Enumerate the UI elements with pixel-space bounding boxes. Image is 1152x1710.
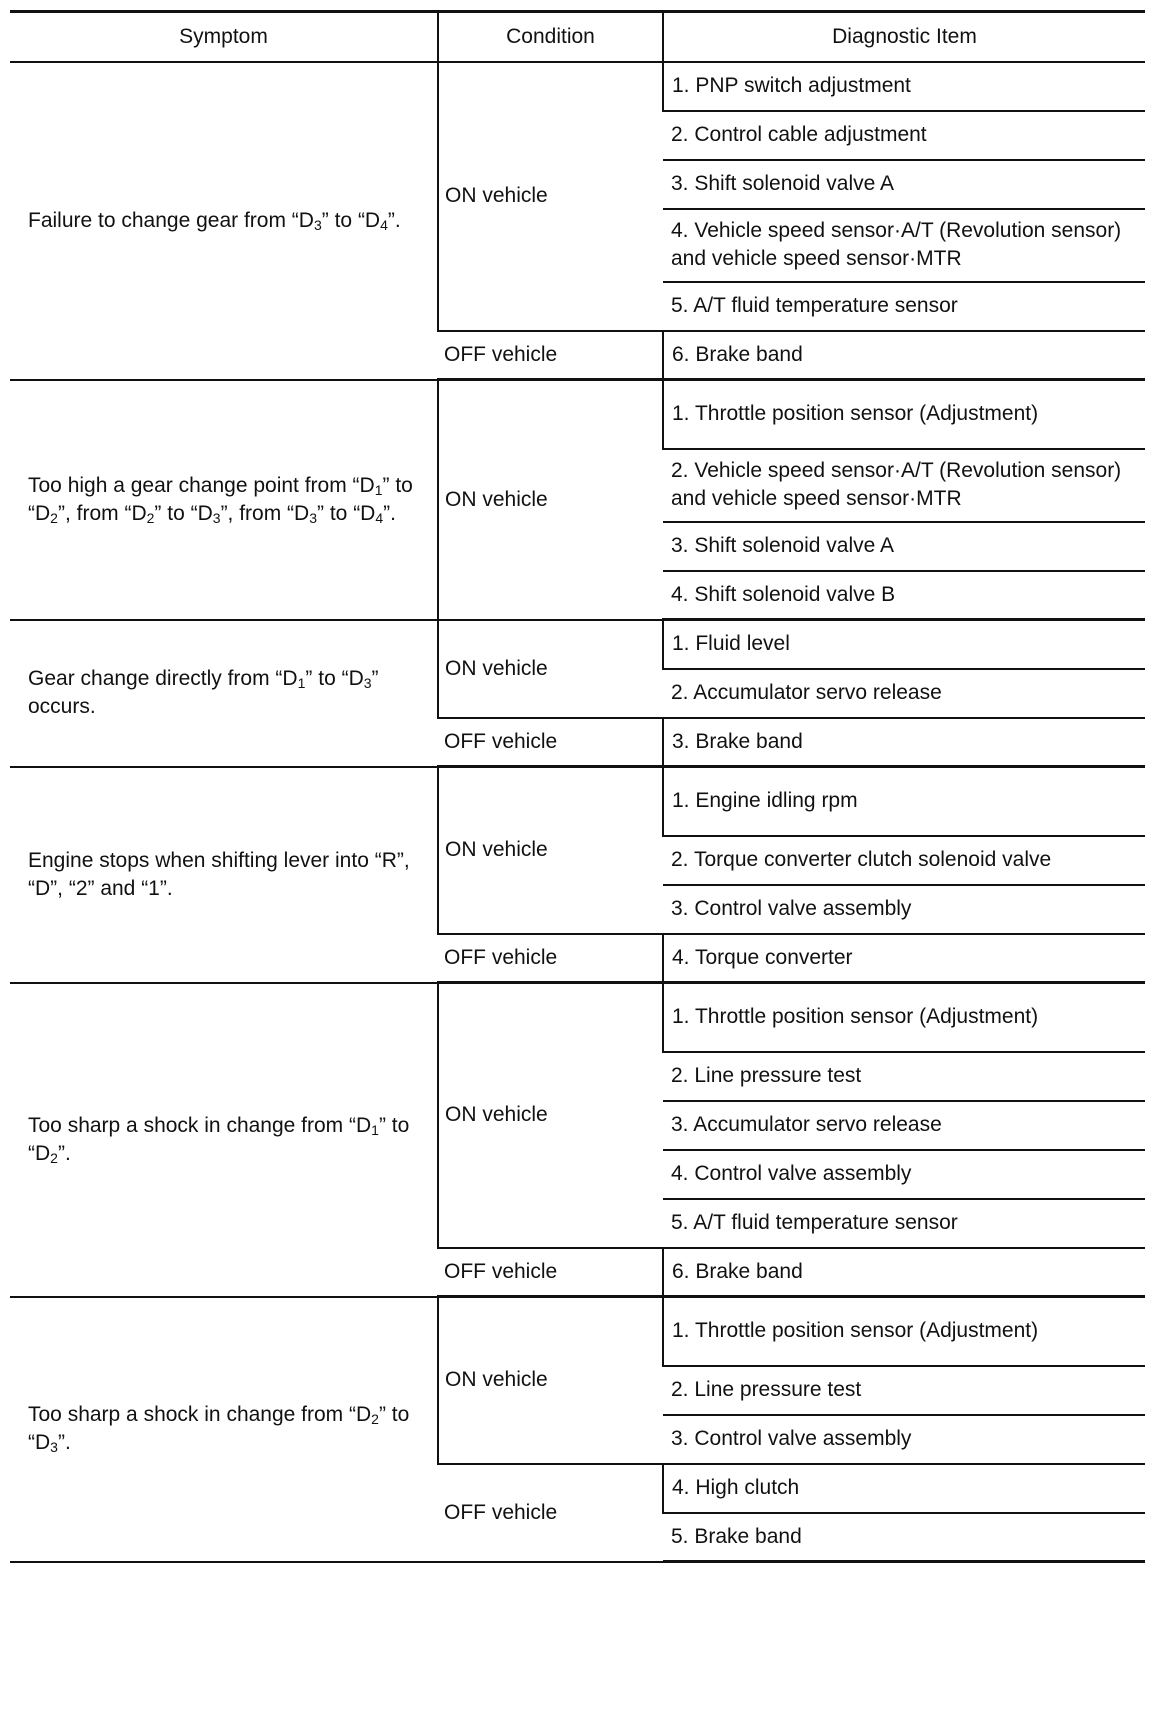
diagnostic-item-cell: 2. Line pressure test xyxy=(663,1052,1145,1101)
symptom-cell xyxy=(10,983,438,1297)
symptom-cell xyxy=(10,620,438,767)
diagnostic-item-cell: 2. Accumulator servo release xyxy=(663,669,1145,718)
diagnostic-item-cell: 3. Control valve assembly xyxy=(663,1415,1145,1464)
header-diagnostic-item: Diagnostic Item xyxy=(663,12,1145,62)
diagnostic-item-cell: 1. Throttle position sensor (Adjustment) xyxy=(663,983,1145,1052)
condition-cell: ON vehicle xyxy=(438,1297,663,1464)
symptom-cell xyxy=(10,767,438,983)
table-row xyxy=(10,620,1145,669)
symptom-text: Too sharp a shock in change from “$D_1$” to “$D_2$”. xyxy=(28,1113,410,1166)
diagnostic-item-cell: 4. Torque converter xyxy=(663,934,1145,983)
diagnostic-item-cell: 4. Shift solenoid valve B xyxy=(663,571,1145,620)
diagnostic-item-cell: 4. High clutch xyxy=(663,1464,1145,1513)
header-symptom: Symptom xyxy=(10,12,438,62)
diagnostic-item-cell: 5. Brake band xyxy=(663,1513,1145,1562)
header-row xyxy=(10,12,1145,62)
diagnostic-item-cell: 4. Control valve assembly xyxy=(663,1150,1145,1199)
condition-cell: ON vehicle xyxy=(438,983,663,1248)
condition-cell: OFF vehicle xyxy=(438,1464,663,1562)
diagnostic-item-cell: 3. Accumulator servo release xyxy=(663,1101,1145,1150)
diagnostic-table-container xyxy=(10,10,1145,1563)
condition-cell: OFF vehicle xyxy=(438,1248,663,1297)
diagnostic-item-cell: 2. Control cable adjustment xyxy=(663,111,1145,160)
symptom-cell xyxy=(10,62,438,380)
table-row xyxy=(10,767,1145,836)
symptom-text: Too sharp a shock in change from “$D_2$” to “$D_3$”. xyxy=(28,1403,410,1455)
condition-cell: ON vehicle xyxy=(438,767,663,934)
condition-cell: OFF vehicle xyxy=(438,331,663,380)
diagnostic-item-cell: 1. Engine idling rpm xyxy=(663,767,1145,836)
symptom-text: Gear change directly from “$D_1$” to “$D_3$” occurs. xyxy=(28,667,379,718)
diagnostic-item-cell: 5. A/T fluid temperature sensor xyxy=(663,1199,1145,1248)
diagnostic-item-cell: 1. PNP switch adjustment xyxy=(663,62,1145,111)
symptom-cell xyxy=(10,380,438,620)
diagnostic-item-cell: 3. Shift solenoid valve A xyxy=(663,160,1145,209)
table-body xyxy=(10,62,1145,1562)
table-row xyxy=(10,1297,1145,1366)
diagnostic-item-cell: 1. Throttle position sensor (Adjustment) xyxy=(663,1297,1145,1366)
condition-cell: ON vehicle xyxy=(438,380,663,620)
diagnostic-item-cell: 4. Vehicle speed sensor·A/T (Revolution sensor) and vehicle speed sensor·MTR xyxy=(663,209,1145,282)
diagnostic-item-cell: 5. A/T fluid temperature sensor xyxy=(663,282,1145,331)
symptom-cell xyxy=(10,1297,438,1562)
diagnostic-item-cell: 3. Brake band xyxy=(663,718,1145,767)
table-row xyxy=(10,983,1145,1052)
table-row xyxy=(10,62,1145,111)
table-row xyxy=(10,380,1145,449)
diagnostic-item-cell: 3. Control valve assembly xyxy=(663,885,1145,934)
diagnostic-item-cell: 1. Fluid level xyxy=(663,620,1145,669)
condition-cell: OFF vehicle xyxy=(438,718,663,767)
symptom-text: Too high a gear change point from “$D_1$” to “$D_2$”, from “$D_2$” to “$D_3$”, from “$D_3$” to “$D_4$”. xyxy=(28,473,413,526)
symptom-text: Failure to change gear from “$D_3$” to “$D_4$”. xyxy=(28,208,401,233)
diagnostic-item-cell: 6. Brake band xyxy=(663,331,1145,380)
condition-cell: OFF vehicle xyxy=(438,934,663,983)
diagnostic-item-cell: 2. Vehicle speed sensor·A/T (Revolution sensor) and vehicle speed sensor·MTR xyxy=(663,449,1145,522)
diagnostic-item-cell: 6. Brake band xyxy=(663,1248,1145,1297)
symptom-text: Engine stops when shifting lever into “R”, “D”, “2” and “1”. xyxy=(28,848,410,900)
condition-cell: ON vehicle xyxy=(438,62,663,331)
diagnostic-item-cell: 1. Throttle position sensor (Adjustment) xyxy=(663,380,1145,449)
diagnostic-item-cell: 2. Line pressure test xyxy=(663,1366,1145,1415)
condition-cell: ON vehicle xyxy=(438,620,663,718)
header-condition: Condition xyxy=(438,12,663,62)
diagnostic-item-cell: 3. Shift solenoid valve A xyxy=(663,522,1145,571)
diagnostic-table xyxy=(10,10,1145,1563)
diagnostic-item-cell: 2. Torque converter clutch solenoid valve xyxy=(663,836,1145,885)
